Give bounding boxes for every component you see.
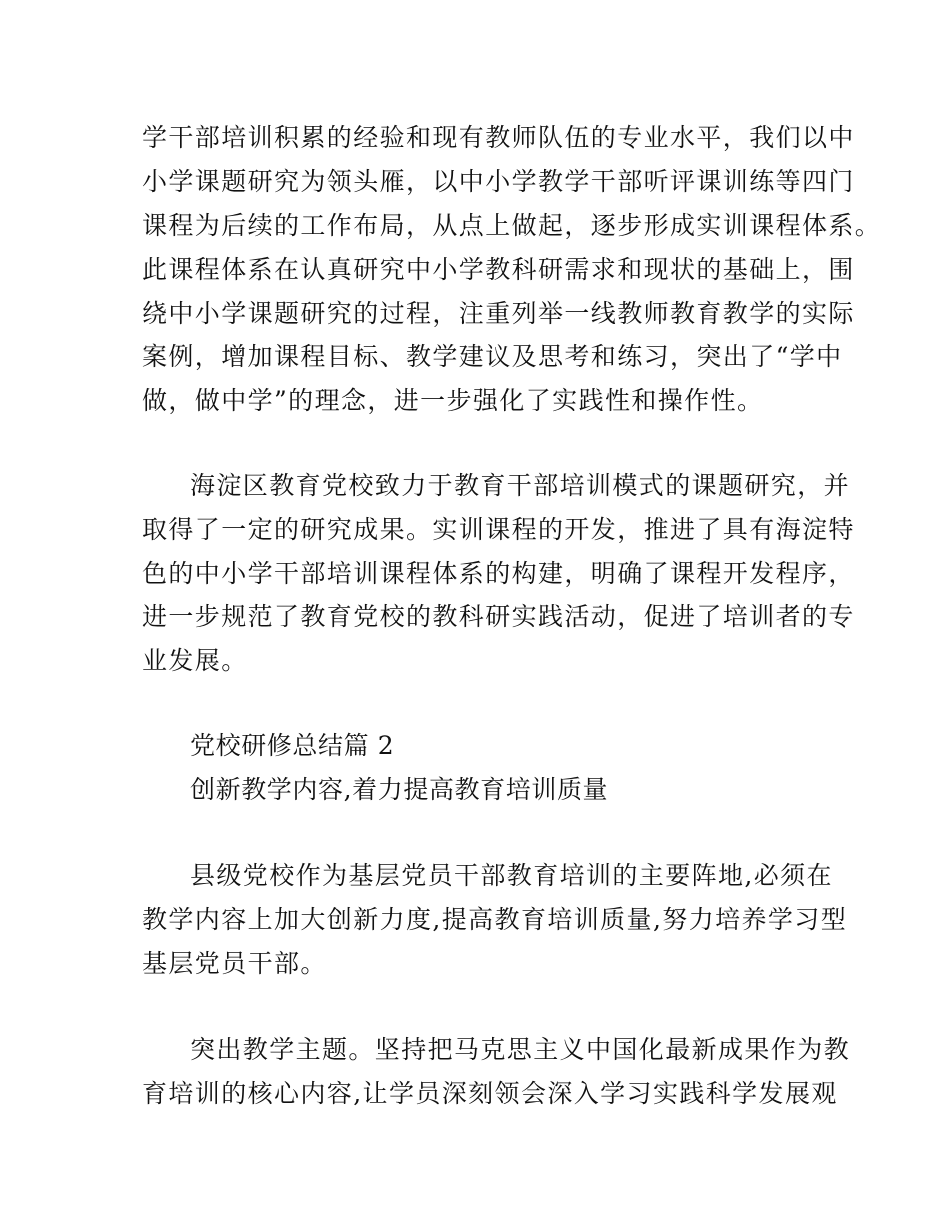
paragraph-2-line-1: 海淀区教育党校致力于教育干部培训模式的课题研究，并	[190, 471, 851, 500]
section-subtitle: 创新教学内容,着力提高教育培训质量	[190, 775, 609, 804]
paragraph-1-line-5: 绕中小学课题研究的过程，注重列举一线教师教育教学的实际	[142, 299, 855, 328]
paragraph-1-line-7: 做，做中学”的理念，进一步强化了实践性和操作性。	[142, 386, 764, 415]
paragraph-3-line-3: 基层党员干部。	[142, 949, 327, 978]
paragraph-3-line-2: 教学内容上加大创新力度,提高教育培训质量,努力培养学习型	[142, 905, 848, 934]
paragraph-3-line-1: 县级党校作为基层党员干部教育培训的主要阵地,必须在	[190, 861, 833, 890]
paragraph-4-line-1: 突出教学主题。坚持把马克思主义中国化最新成果作为教	[190, 1035, 851, 1064]
paragraph-1-line-6: 案例，增加课程目标、教学建议及思考和练习，突出了“学中	[142, 342, 843, 371]
paragraph-2-line-3: 色的中小学干部培训课程体系的构建，明确了课程开发程序，	[142, 559, 855, 588]
paragraph-4-line-2: 育培训的核心内容,让学员深刻领会深入学习实践科学发展观	[142, 1079, 838, 1108]
paragraph-2-line-5: 业发展。	[142, 646, 248, 675]
paragraph-1-line-2: 小学课题研究为领头雁，以中小学教学干部听评课训练等四门	[142, 167, 855, 196]
paragraph-1-line-3: 课程为后续的工作布局，从点上做起，逐步形成实训课程体系。	[142, 211, 882, 240]
paragraph-2-line-2: 取得了一定的研究成果。实训课程的开发，推进了具有海淀特	[142, 515, 855, 544]
paragraph-1-line-4: 此课程体系在认真研究中小学教科研需求和现状的基础上，围	[142, 255, 855, 284]
section-heading: 党校研修总结篇 2	[190, 731, 395, 760]
paragraph-2-line-4: 进一步规范了教育党校的教科研实践活动，促进了培训者的专	[142, 602, 855, 631]
paragraph-1-line-1: 学干部培训积累的经验和现有教师队伍的专业水平，我们以中	[142, 123, 855, 152]
